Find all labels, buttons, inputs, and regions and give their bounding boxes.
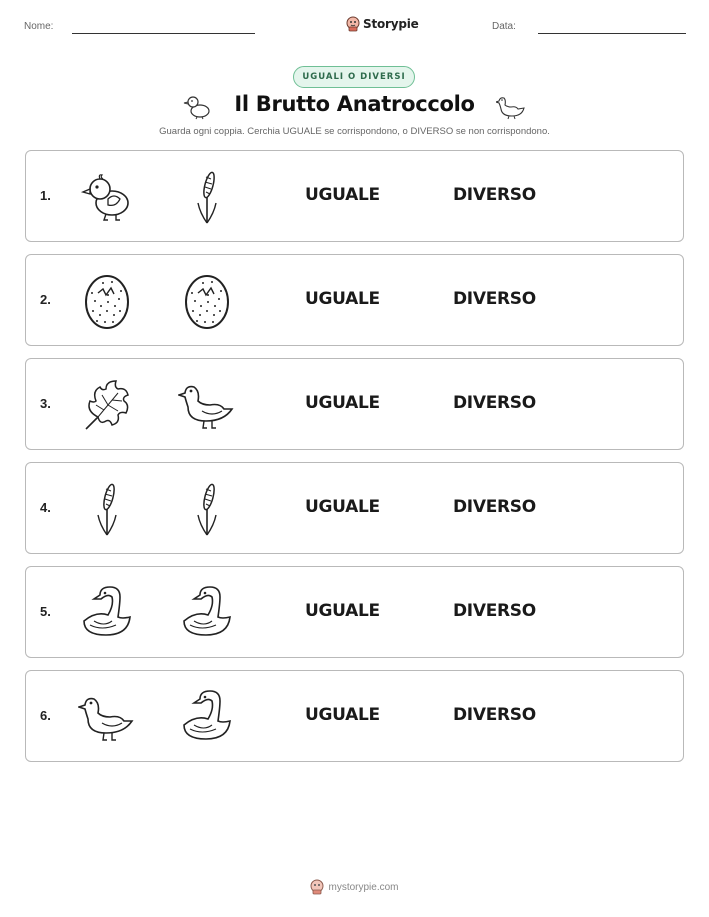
matching-row — [25, 150, 684, 242]
same-option[interactable]: UGUALE — [305, 289, 380, 309]
row-number: 1. — [40, 188, 51, 203]
reed-icon — [78, 479, 136, 539]
date-label: Data: — [492, 21, 516, 32]
row-number: 5. — [40, 604, 51, 619]
row-number: 6. — [40, 708, 51, 723]
same-option[interactable]: UGUALE — [305, 497, 380, 517]
different-option[interactable]: DIVERSO — [453, 705, 536, 725]
storypie-mascot-icon — [310, 879, 324, 895]
worksheet-type-badge: UGUALI O DIVERSI — [293, 66, 415, 88]
egg-icon — [78, 271, 136, 331]
reed-icon — [178, 167, 236, 227]
swan-icon — [178, 583, 236, 643]
instructions-text: Guarda ogni coppia. Cerchia UGUALE se corrispondono, o DIVERSO se non corrispondono. — [159, 126, 550, 137]
different-option[interactable]: DIVERSO — [453, 601, 536, 621]
different-option[interactable]: DIVERSO — [453, 289, 536, 309]
brand-name: Storypie — [363, 17, 419, 31]
matching-row — [25, 670, 684, 762]
duck-icon — [178, 375, 236, 435]
different-option[interactable]: DIVERSO — [453, 497, 536, 517]
footer — [0, 879, 709, 895]
matching-row — [25, 566, 684, 658]
duckling-icon — [78, 167, 136, 227]
date-field[interactable] — [538, 33, 686, 34]
footer-url[interactable]: mystorypie.com — [328, 881, 399, 893]
leaf-icon — [78, 375, 136, 435]
row-number: 2. — [40, 292, 51, 307]
matching-row — [25, 254, 684, 346]
matching-row — [25, 358, 684, 450]
same-option[interactable]: UGUALE — [305, 393, 380, 413]
name-label: Nome: — [24, 21, 54, 32]
brand-logo — [346, 14, 419, 34]
storypie-mascot-icon — [346, 16, 360, 32]
same-option[interactable]: UGUALE — [305, 601, 380, 621]
row-number: 4. — [40, 500, 51, 515]
same-option[interactable]: UGUALE — [305, 705, 380, 725]
swan-icon — [178, 687, 236, 747]
worksheet-header — [24, 14, 686, 38]
reed-icon — [178, 479, 236, 539]
matching-row — [25, 462, 684, 554]
swan-icon — [78, 583, 136, 643]
different-option[interactable]: DIVERSO — [453, 185, 536, 205]
name-field[interactable] — [72, 33, 255, 34]
different-option[interactable]: DIVERSO — [453, 393, 536, 413]
duck-icon — [496, 92, 526, 120]
duck-icon — [78, 687, 136, 747]
egg-icon — [178, 271, 236, 331]
row-number: 3. — [40, 396, 51, 411]
page-title: Il Brutto Anatroccolo — [234, 92, 475, 116]
same-option[interactable]: UGUALE — [305, 185, 380, 205]
